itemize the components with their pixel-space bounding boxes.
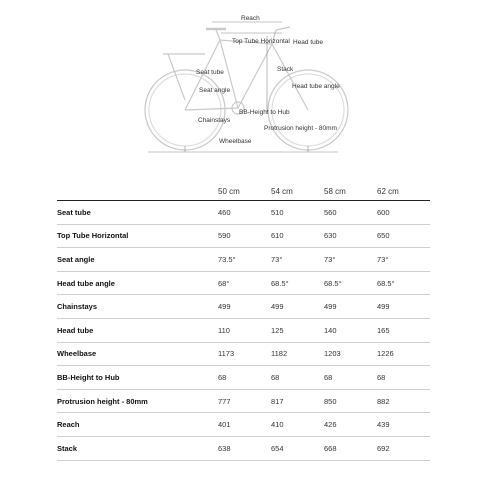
cell-value: 68 <box>377 366 430 390</box>
label-wheelbase: Wheelbase <box>219 138 252 145</box>
cell-value: 1182 <box>271 342 324 366</box>
label-chainstays: Chainstays <box>198 117 231 124</box>
cell-value: 1203 <box>324 342 377 366</box>
cell-value: 650 <box>377 224 430 248</box>
cell-value: 692 <box>377 436 430 460</box>
table-row <box>57 366 430 390</box>
cell-value: 73° <box>377 248 430 272</box>
table-row <box>57 413 430 437</box>
row-label: Seat angle <box>57 248 218 272</box>
header-size-62: 62 cm <box>377 186 399 196</box>
cell-value: 426 <box>324 413 377 437</box>
cell-value: 410 <box>271 413 324 437</box>
table-row <box>57 389 430 413</box>
cell-value: 68 <box>218 366 271 390</box>
cell-value: 68.5° <box>271 271 324 295</box>
cell-value: 610 <box>271 224 324 248</box>
cell-value: 401 <box>218 413 271 437</box>
header-size-58: 58 cm <box>324 186 346 196</box>
table-row <box>57 271 430 295</box>
row-label: Top Tube Horizontal <box>57 224 218 248</box>
cell-value: 73.5° <box>218 248 271 272</box>
row-label: Reach <box>57 413 218 437</box>
header-label-column <box>57 182 218 201</box>
row-label: Seat tube <box>57 201 218 225</box>
row-label: Chainstays <box>57 295 218 319</box>
row-label: BB-Height to Hub <box>57 366 218 390</box>
cell-value: 165 <box>377 318 430 342</box>
table-row <box>57 224 430 248</box>
cell-value: 638 <box>218 436 271 460</box>
cell-value: 654 <box>271 436 324 460</box>
header-size-50: 50 cm <box>218 186 240 196</box>
table-row <box>57 248 430 272</box>
table-row <box>57 295 430 319</box>
table-row <box>57 436 430 460</box>
table-header-row <box>57 182 430 201</box>
cell-value: 73° <box>271 248 324 272</box>
row-label: Head tube <box>57 318 218 342</box>
cell-value: 850 <box>324 389 377 413</box>
label-bb-height-to-hub: BB-Height to Hub <box>239 109 290 116</box>
cell-value: 1173 <box>218 342 271 366</box>
header-size-54: 54 cm <box>271 186 293 196</box>
label-stack: Stack <box>277 66 294 73</box>
cell-value: 499 <box>218 295 271 319</box>
row-label: Head tube angle <box>57 271 218 295</box>
label-top-tube-horizontal: Top Tube Horizontal <box>232 38 290 45</box>
cell-value: 777 <box>218 389 271 413</box>
cell-value: 140 <box>324 318 377 342</box>
cell-value: 499 <box>324 295 377 319</box>
label-seat-tube: Seat tube <box>196 69 224 76</box>
cell-value: 499 <box>271 295 324 319</box>
table-row <box>57 318 430 342</box>
cell-value: 510 <box>271 201 324 225</box>
bike-geometry-diagram <box>0 0 500 160</box>
cell-value: 73° <box>324 248 377 272</box>
cell-value: 460 <box>218 201 271 225</box>
cell-value: 68.5° <box>324 271 377 295</box>
cell-value: 817 <box>271 389 324 413</box>
cell-value: 110 <box>218 318 271 342</box>
geometry-table <box>57 182 430 461</box>
cell-value: 499 <box>377 295 430 319</box>
cell-value: 560 <box>324 201 377 225</box>
table-row <box>57 342 430 366</box>
cell-value: 68 <box>324 366 377 390</box>
label-protrusion-height: Protrusion height - 80mm <box>264 125 337 132</box>
label-head-tube-angle: Head tube angle <box>292 83 340 90</box>
cell-value: 68.5° <box>377 271 430 295</box>
label-seat-angle: Seat angle <box>199 87 231 94</box>
cell-value: 668 <box>324 436 377 460</box>
label-reach: Reach <box>241 15 260 22</box>
cell-value: 882 <box>377 389 430 413</box>
cell-value: 1226 <box>377 342 430 366</box>
cell-value: 439 <box>377 413 430 437</box>
label-head-tube: Head tube <box>293 39 323 46</box>
table-row <box>57 201 430 225</box>
row-label: Protrusion height - 80mm <box>57 389 218 413</box>
cell-value: 600 <box>377 201 430 225</box>
cell-value: 590 <box>218 224 271 248</box>
cell-value: 68° <box>218 271 271 295</box>
cell-value: 125 <box>271 318 324 342</box>
cell-value: 68 <box>271 366 324 390</box>
row-label: Stack <box>57 436 218 460</box>
row-label: Wheelbase <box>57 342 218 366</box>
cell-value: 630 <box>324 224 377 248</box>
